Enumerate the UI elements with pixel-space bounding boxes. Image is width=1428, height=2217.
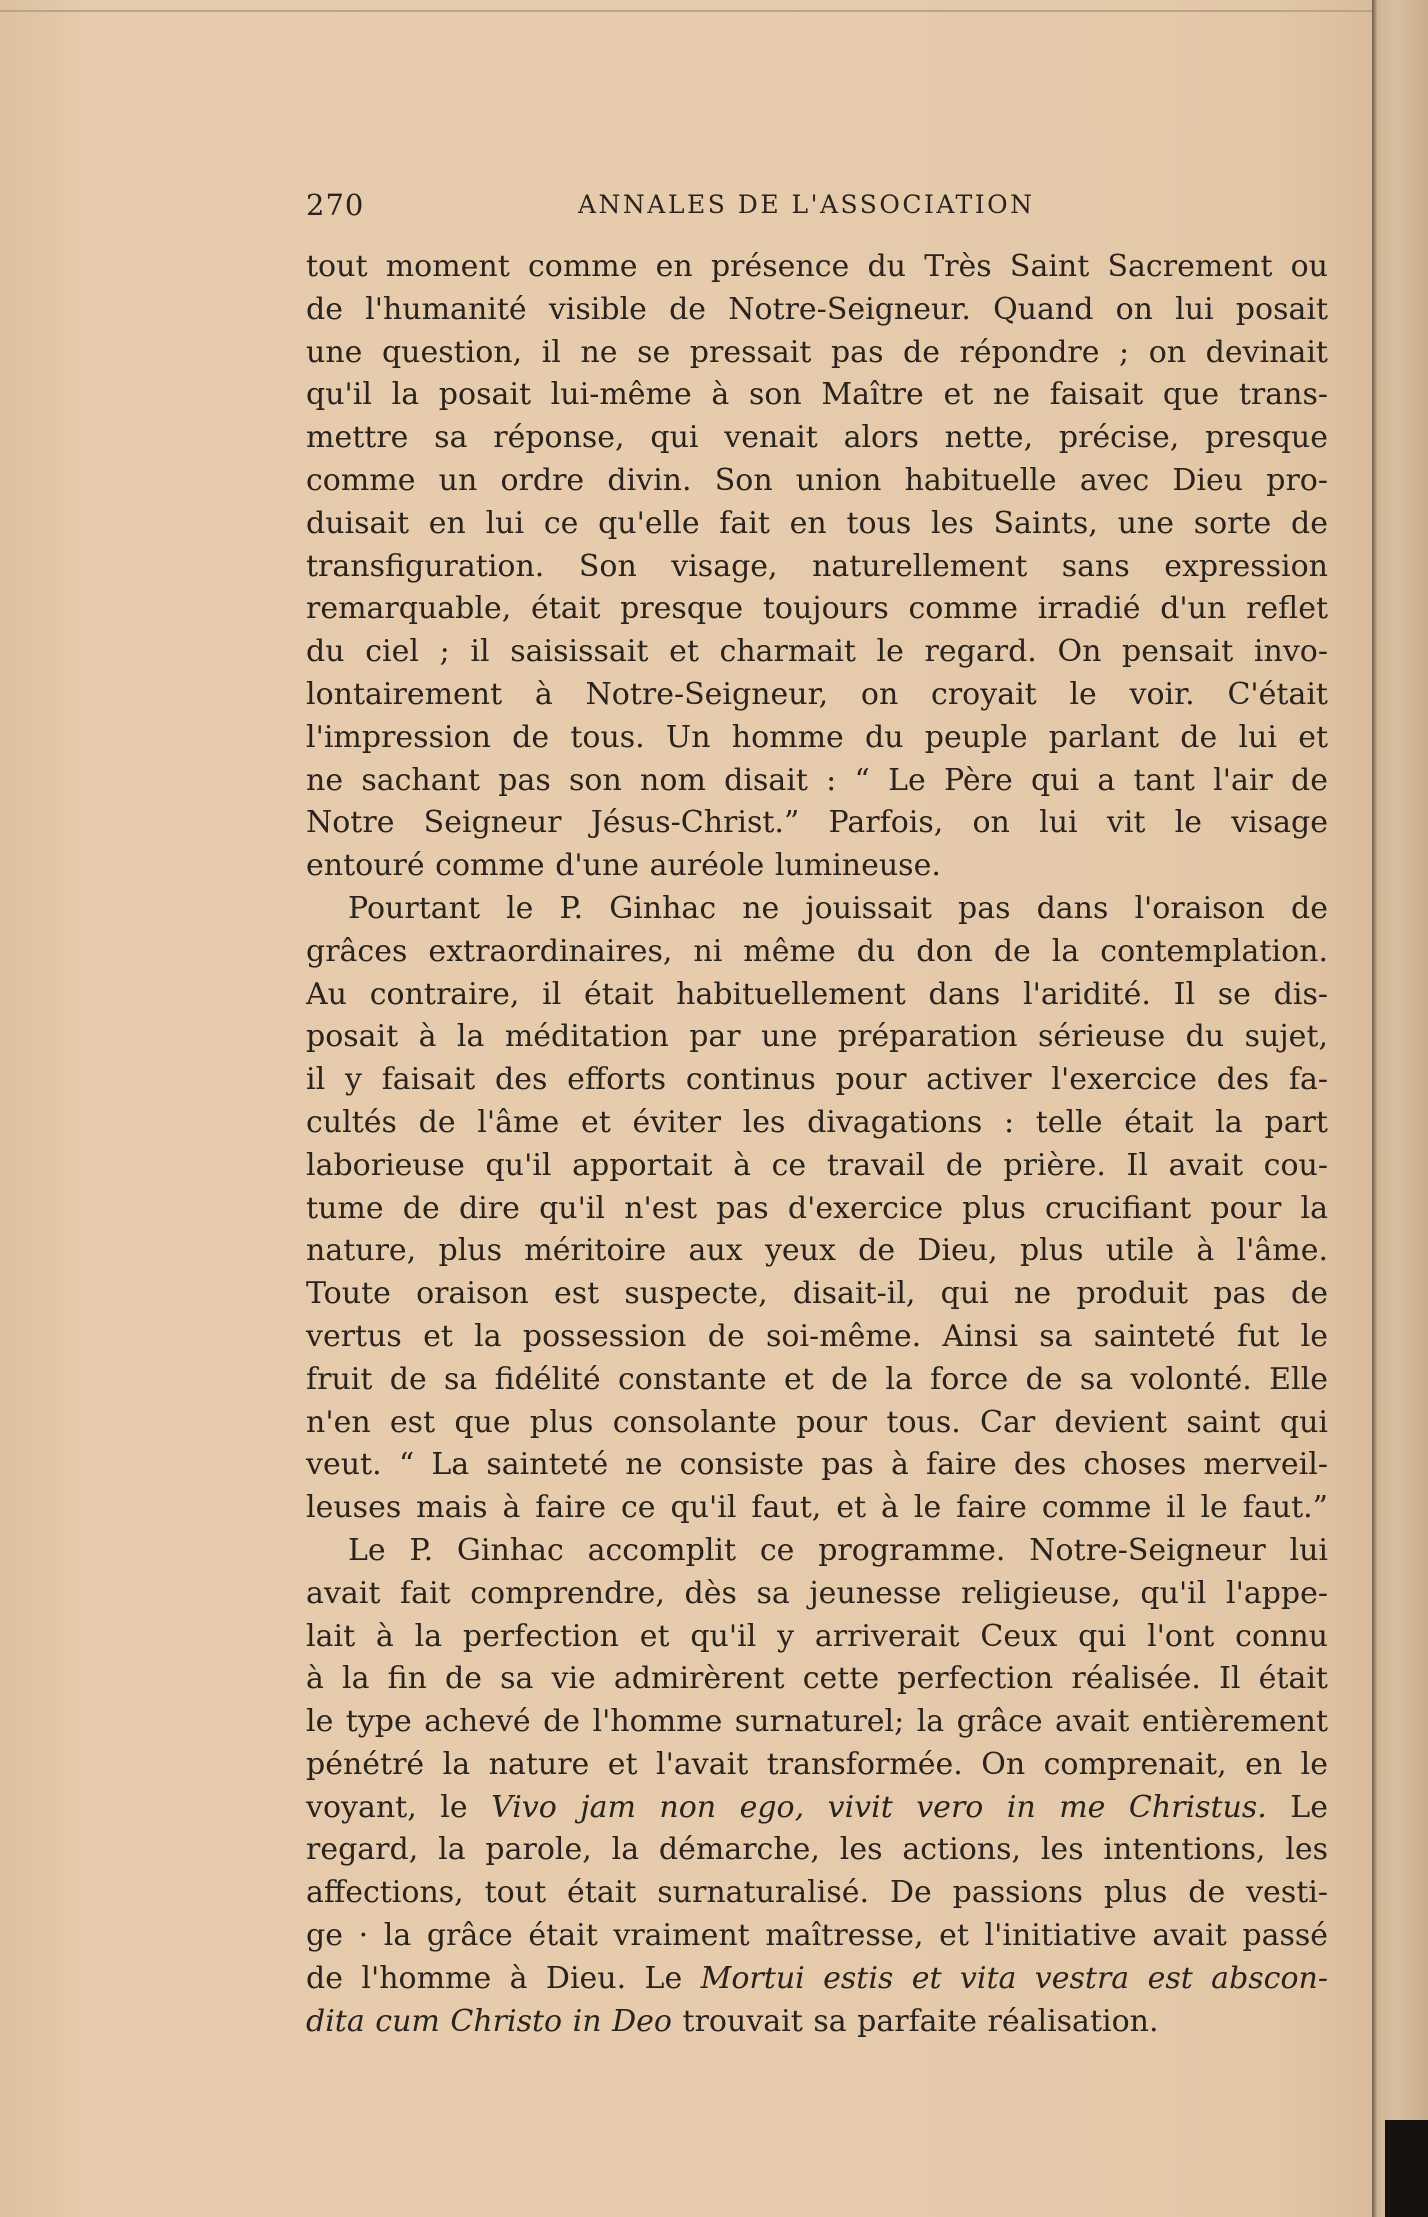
text-line: comme un ordre divin. Son union habituelle avec Dieu pro-: [306, 462, 1328, 498]
text-line: nature, plus méritoire aux yeux de Dieu, plus utile à l'âme.: [306, 1233, 1328, 1269]
text-line: n'en est que plus consolante pour tous. Car devient saint qui: [306, 1404, 1328, 1440]
page-edge: [1372, 0, 1428, 2217]
text-line: tout moment comme en présence du Très Saint Sacrement ou: [306, 249, 1328, 284]
text-line: [306, 1787, 1328, 1830]
text-line: transfiguration. Son visage, naturellement sans expression: [306, 548, 1328, 584]
text-line: [306, 2001, 1328, 2044]
text-line: une question, il ne se pressait pas de répondre ; on devinait: [306, 334, 1328, 370]
body-text: [306, 246, 1328, 2043]
text-line: Notre Seigneur Jésus-Christ.” Parfois, on lui vit le visage: [306, 805, 1328, 841]
text-line: avait fait comprendre, dès sa jeunesse religieuse, qu'il l'appe-: [306, 1575, 1328, 1611]
text-line: Pourtant le P. Ginhac ne jouissait pas dans l'oraison de: [348, 890, 1328, 926]
text-line: tume de dire qu'il n'est pas d'exercice plus crucifiant pour la: [306, 1190, 1328, 1226]
text-line: duisait en lui ce qu'elle fait en tous les Saints, une sorte de: [306, 505, 1328, 541]
text-line: posait à la méditation par une préparation sérieuse du sujet,: [306, 1019, 1328, 1055]
text-line: de l'humanité visible de Notre-Seigneur. Quand on lui posait: [306, 291, 1328, 327]
text-line: entouré comme d'une auréole lumineuse.: [306, 848, 941, 884]
latin-quotation: Mortui estis et vita vestra est abscon-: [700, 1960, 1328, 1996]
text-line: vertus et la possession de soi-même. Ainsi sa sainteté fut le: [306, 1318, 1328, 1354]
text-line: Au contraire, il était habituellement dans l'aridité. Il se dis-: [306, 976, 1328, 1012]
text-line: grâces extraordinaires, ni même du don de la contemplation.: [306, 933, 1328, 969]
text-line: affections, tout était surnaturalisé. De passions plus de vesti-: [306, 1875, 1328, 1911]
text-line: pénétré la nature et l'avait transformée. On comprenait, en le: [306, 1746, 1328, 1782]
text-line: Toute oraison est suspecte, disait-il, qui ne produit pas de: [306, 1276, 1328, 1312]
page-header: [306, 188, 1328, 222]
text-segment: de l'homme à Dieu. Le: [306, 1960, 683, 1996]
text-line: fruit de sa fidélité constante et de la force de sa volonté. Elle: [306, 1361, 1328, 1397]
text-line: lontairement à Notre-Seigneur, on croyait le voir. C'était: [306, 676, 1328, 712]
text-segment: trouvait sa parfaite réalisation.: [682, 2003, 1159, 2039]
text-segment: voyant, le: [306, 1789, 468, 1825]
text-line: il y faisait des efforts continus pour activer l'exercice des fa-: [306, 1062, 1328, 1098]
text-line: du ciel ; il saisissait et charmait le regard. On pensait invo-: [306, 634, 1328, 670]
text-line: leuses mais à faire ce qu'il faut, et à le faire comme il le faut.”: [306, 1490, 1328, 1526]
text-segment: Le: [1290, 1789, 1328, 1825]
text-line: l'impression de tous. Un homme du peuple parlant de lui et: [306, 719, 1328, 755]
text-line: laborieuse qu'il apportait à ce travail de prière. Il avait cou-: [306, 1147, 1328, 1183]
text-line: le type achevé de l'homme surnaturel; la grâce avait entièrement: [306, 1704, 1328, 1740]
text-line: lait à la perfection et qu'il y arriverait Ceux qui l'ont connu: [306, 1618, 1328, 1654]
text-line: regard, la parole, la démarche, les actions, les intentions, les: [306, 1832, 1328, 1868]
text-line: Le P. Ginhac accomplit ce programme. Notre-Seigneur lui: [348, 1532, 1328, 1568]
latin-quotation: Vivo jam non ego, vivit vero in me Christus.: [491, 1789, 1267, 1825]
text-line: cultés de l'âme et éviter les divagations : telle était la part: [306, 1104, 1328, 1140]
page-number: 270: [306, 188, 365, 222]
text-line: ne sachant pas son nom disait : “ Le Père qui a tant l'air de: [306, 762, 1328, 798]
latin-quotation: dita cum Christo in Deo: [306, 2003, 672, 2039]
text-line: mettre sa réponse, qui venait alors nette, précise, presque: [306, 420, 1328, 456]
text-line: ge · la grâce était vraiment maîtresse, et l'initiative avait passé: [306, 1918, 1328, 1954]
text-line: veut. “ La sainteté ne consiste pas à faire des choses merveil-: [306, 1447, 1328, 1483]
page-top-rule: [0, 10, 1372, 12]
text-line: à la fin de sa vie admirèrent cette perfection réalisée. Il était: [306, 1661, 1328, 1697]
binding-shadow: [1385, 2120, 1428, 2217]
text-line: qu'il la posait lui-même à son Maître et ne faisait que trans-: [306, 377, 1328, 413]
text-line: [306, 1958, 1328, 2001]
text-line: remarquable, était presque toujours comme irradié d'un reflet: [306, 591, 1328, 627]
running-head: ANNALES DE L'ASSOCIATION: [578, 190, 1035, 219]
